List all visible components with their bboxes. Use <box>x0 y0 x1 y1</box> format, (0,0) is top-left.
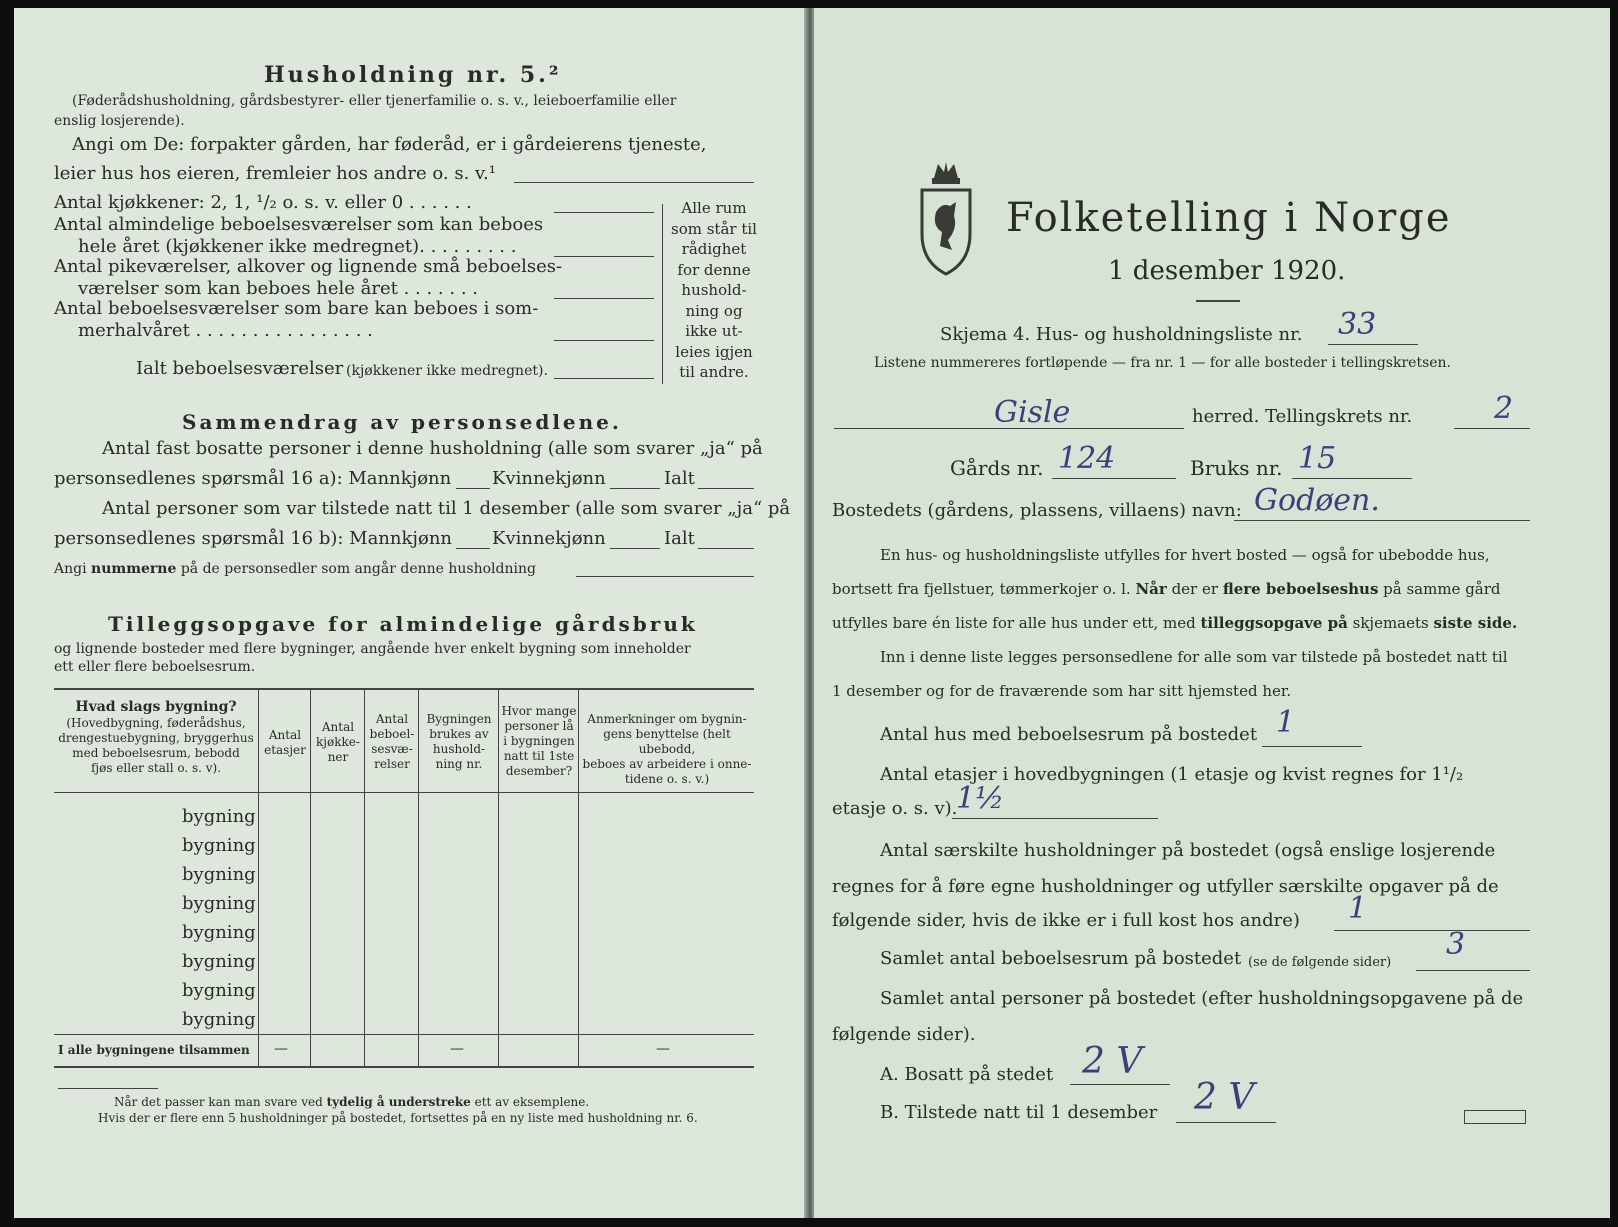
angi-line-2: leier hus hos eieren, fremleier hos andre o. s. v.¹ <box>54 163 496 184</box>
building-row-7: bygning <box>182 980 256 1001</box>
household-subtitle-1: (Føderådshusholdning, gårdsbestyrer- eller tjenerfamilie o. s. v., leieboerfamilie eller <box>72 93 677 109</box>
total-remarks-dash: — <box>656 1041 670 1057</box>
right-page <box>814 8 1610 1218</box>
table-total-label: I alle bygningene tilsammen <box>58 1043 250 1057</box>
footnote-2: Hvis der er flere enn 5 husholdninger på bostedet, fortsettes på en ny liste med husholdning nr. 6. <box>98 1111 698 1125</box>
instr-4: Inn i denne liste legges personsedlene for alle som var tilstede på bostedet natt til <box>880 648 1508 666</box>
col-divider-4 <box>418 688 419 1066</box>
hus-underline <box>1262 746 1362 747</box>
rooms-line-6: Antal beboelsesværelser som bare kan beboes i som- <box>54 298 539 319</box>
summary-2b: personsedlenes spørsmål 16 b): Mannkjønn <box>54 528 453 549</box>
summary-1b: personsedlenes spørsmål 16 a): Mannkjønn <box>54 468 452 489</box>
gards-underline <box>1052 478 1176 479</box>
col-divider-2 <box>310 688 311 1066</box>
angi-nummerne: Angi nummerne på de personsedler som angår denne husholdning <box>54 561 536 577</box>
col-persons-header: Hvor mange personer lå i bygningen natt til 1ste desember? <box>501 704 577 778</box>
skjema-number: 33 <box>1338 307 1377 342</box>
col-divider-6 <box>578 688 579 1066</box>
building-row-8: bygning <box>182 1009 256 1030</box>
bosatt-underline <box>1070 1084 1170 1085</box>
title-rule <box>1196 300 1240 302</box>
tilstede-underline <box>1176 1122 1276 1123</box>
tillegg-title: Tilleggsopgave for almindelige gårdsbruk <box>108 612 698 636</box>
line-1-kvinne <box>610 488 660 489</box>
tillegg-2: ett eller flere beboelsesrum. <box>54 659 256 675</box>
table-top-rule <box>54 688 754 690</box>
footnote-rule <box>58 1088 158 1089</box>
summary-2-ialt: Ialt <box>664 528 695 549</box>
answer-line-summer-rooms <box>554 340 654 341</box>
summary-1a: Antal fast bosatte personer i denne husholdning (alle som svarer „ja“ på <box>102 438 763 459</box>
building-row-5: bygning <box>182 922 256 943</box>
table-body-rule <box>54 1034 754 1035</box>
husholdn-underline <box>1334 930 1530 931</box>
skjema-line: Skjema 4. Hus- og husholdningsliste nr. <box>940 324 1303 345</box>
angi-answer-line <box>514 182 754 183</box>
bosatt-label: A. Bosatt på stedet <box>880 1064 1054 1085</box>
summary-2-kvinne: Kvinnekjønn <box>492 528 606 549</box>
tilstede-label: B. Tilstede natt til 1 desember <box>880 1102 1158 1123</box>
answer-line-total-rooms <box>554 378 654 379</box>
rooms-total-label: Ialt beboelsesværelser <box>136 358 344 379</box>
bruks-label: Bruks nr. <box>1190 456 1283 480</box>
husholdn-3: følgende sider, hvis de ikke er i full kost hos andre) <box>832 910 1300 931</box>
table-header-rule <box>54 792 754 793</box>
rum-answer: 3 <box>1446 927 1466 962</box>
household-subtitle-2: enslig losjerende). <box>54 113 185 129</box>
footnote-1: Når det passer kan man svare ved tydelig å understreke ett av eksemplene. <box>114 1095 590 1109</box>
hus-question: Antal hus med beboelsesrum på bostedet <box>880 724 1258 745</box>
rum-note: (se de følgende sider) <box>1248 955 1392 970</box>
angi-line-1: Angi om De: forpakter gården, har føderåd, er i gårdeierens tjeneste, <box>72 134 707 155</box>
hus-answer: 1 <box>1276 705 1296 740</box>
husholdn-answer: 1 <box>1348 891 1368 926</box>
herred-name: Gisle <box>994 395 1071 430</box>
skjema-line-underline <box>1328 344 1418 345</box>
krets-number: 2 <box>1494 391 1514 426</box>
summary-title: Sammendrag av personsedlene. <box>182 410 622 434</box>
rooms-total-note: (kjøkkener ikke medregnet). <box>346 363 548 379</box>
instr-3: utfylles bare én liste for alle hus under ett, med tilleggsopgave på skjemaets siste side. <box>832 614 1518 632</box>
building-row-2: bygning <box>182 835 256 856</box>
printer-stamp <box>1464 1110 1526 1124</box>
line-nummerne <box>576 576 754 577</box>
line-2-ialt <box>698 548 754 549</box>
answer-line-kitchens <box>554 212 654 213</box>
answer-line-rooms <box>554 256 654 257</box>
bruks-number: 15 <box>1298 441 1337 476</box>
bosted-label: Bostedets (gårdens, plassens, villaens) navn: <box>832 500 1242 521</box>
col-floors-header: Antal etasjer <box>264 728 306 757</box>
col-divider-1 <box>258 688 259 1066</box>
rooms-line-5: værelser som kan beboes hele året . . . . . . . <box>78 278 478 299</box>
husholdn-2: regnes for å føre egne husholdninger og utfyller særskilte opgaver på de <box>832 876 1499 897</box>
line-2-kvinne <box>610 548 660 549</box>
rooms-line-7: merhalvåret . . . . . . . . . . . . . . . . <box>78 320 373 341</box>
scanned-census-form <box>14 8 1610 1218</box>
bruks-underline <box>1292 478 1412 479</box>
etasjer-underline <box>952 818 1158 819</box>
etasjer-question-1: Antal etasjer i hovedbygningen (1 etasje og kvist regnes for 1¹/₂ <box>880 764 1464 785</box>
rooms-line-2: Antal almindelige beboelsesværelser som kan beboes <box>54 214 544 235</box>
col-kitchens-header: Antal kjøkke- ner <box>316 720 360 764</box>
krets-underline <box>1454 428 1530 429</box>
pers-2: følgende sider). <box>832 1024 976 1045</box>
rum-question: Samlet antal beboelsesrum på bostedet <box>880 948 1242 969</box>
col-household-no-header: Bygningen brukes av hushold- ning nr. <box>426 712 492 771</box>
summary-1-kvinne: Kvinnekjønn <box>492 468 606 489</box>
rooms-line-4: Antal pikeværelser, alkover og lignende små beboelses- <box>54 256 563 277</box>
gards-label: Gårds nr. <box>950 456 1044 480</box>
answer-line-small-rooms <box>554 298 654 299</box>
summary-1-ialt: Ialt <box>664 468 695 489</box>
total-household-dash: — <box>450 1041 464 1057</box>
bosatt-answer: 2 V <box>1082 1041 1143 1082</box>
line-2-mann <box>456 548 490 549</box>
husholdn-1: Antal særskilte husholdninger på bostedet (også enslige losjerende <box>880 840 1496 861</box>
col-rooms-header: Antal beboel- sesvæ- relser <box>369 712 415 771</box>
summary-2a: Antal personer som var tilstede natt til 1 desember (alle som svarer „ja“ på <box>102 498 791 519</box>
rooms-line-1: Antal kjøkkener: 2, 1, ¹/₂ o. s. v. eller 0 . . . . . . <box>54 192 472 213</box>
building-row-6: bygning <box>182 951 256 972</box>
herred-underline <box>834 428 1184 429</box>
bosted-name: Godøen. <box>1254 483 1380 518</box>
brace-line <box>662 204 663 384</box>
census-title: Folketelling i Norge <box>1006 195 1452 241</box>
etasjer-question-2: etasje o. s. v). <box>832 798 958 819</box>
col-divider-3 <box>364 688 365 1066</box>
building-row-4: bygning <box>182 893 256 914</box>
left-page <box>14 8 806 1218</box>
numbering-note: Listene nummereres fortløpende — fra nr. 1 — for alle bosteder i tellingskretsen. <box>874 355 1452 371</box>
tilstede-answer: 2 V <box>1194 1077 1255 1118</box>
census-date: 1 desember 1920. <box>1108 256 1346 286</box>
side-note: Alle rum som står til rådighet for denne hushold- ning og ikke ut- leies igjen til andre. <box>671 199 757 381</box>
line-1-ialt <box>698 488 754 489</box>
bosted-underline <box>1234 520 1530 521</box>
col-divider-5 <box>498 688 499 1066</box>
col-building-type-header: Hvad slags bygning? (Hovedbygning, føderådshus, drengestuebygning, bryggerhus med beboelsesrum, bebodd fjøs eller stall o. s. v). <box>58 699 254 775</box>
col-remarks-header: Anmerkninger om bygnin- gens benyttelse (helt ubebodd, beboes av arbeidere i onne- tidene o. s. v.) <box>582 712 752 786</box>
herred-label: herred. Tellingskrets nr. <box>1192 406 1413 427</box>
building-row-1: bygning <box>182 806 256 827</box>
coat-of-arms-icon <box>918 158 974 276</box>
rooms-line-3: hele året (kjøkkener ikke medregnet). . . . . . . . . <box>78 236 517 257</box>
total-floors-dash: — <box>274 1041 288 1057</box>
tillegg-1: og lignende bosteder med flere bygninger, angående hver enkelt bygning som inneholder <box>54 641 691 657</box>
gards-number: 124 <box>1058 441 1116 476</box>
instr-2: bortsett fra fjellstuer, tømmerkojer o. l. Når der er flere beboelseshus på samme gård <box>832 580 1501 598</box>
household-title: Husholdning nr. 5.² <box>264 62 562 88</box>
line-1-mann <box>456 488 490 489</box>
table-bottom-rule <box>54 1066 754 1068</box>
pers-1: Samlet antal personer på bostedet (efter husholdningsopgavene på de <box>880 988 1524 1009</box>
rum-underline <box>1416 970 1530 971</box>
etasjer-answer: 1½ <box>956 781 1005 816</box>
instr-1: En hus- og husholdningsliste utfylles for hvert bosted — også for ubebodde hus, <box>880 546 1490 564</box>
building-row-3: bygning <box>182 864 256 885</box>
instr-5: 1 desember og for de fraværende som har sitt hjemsted her. <box>832 682 1292 700</box>
